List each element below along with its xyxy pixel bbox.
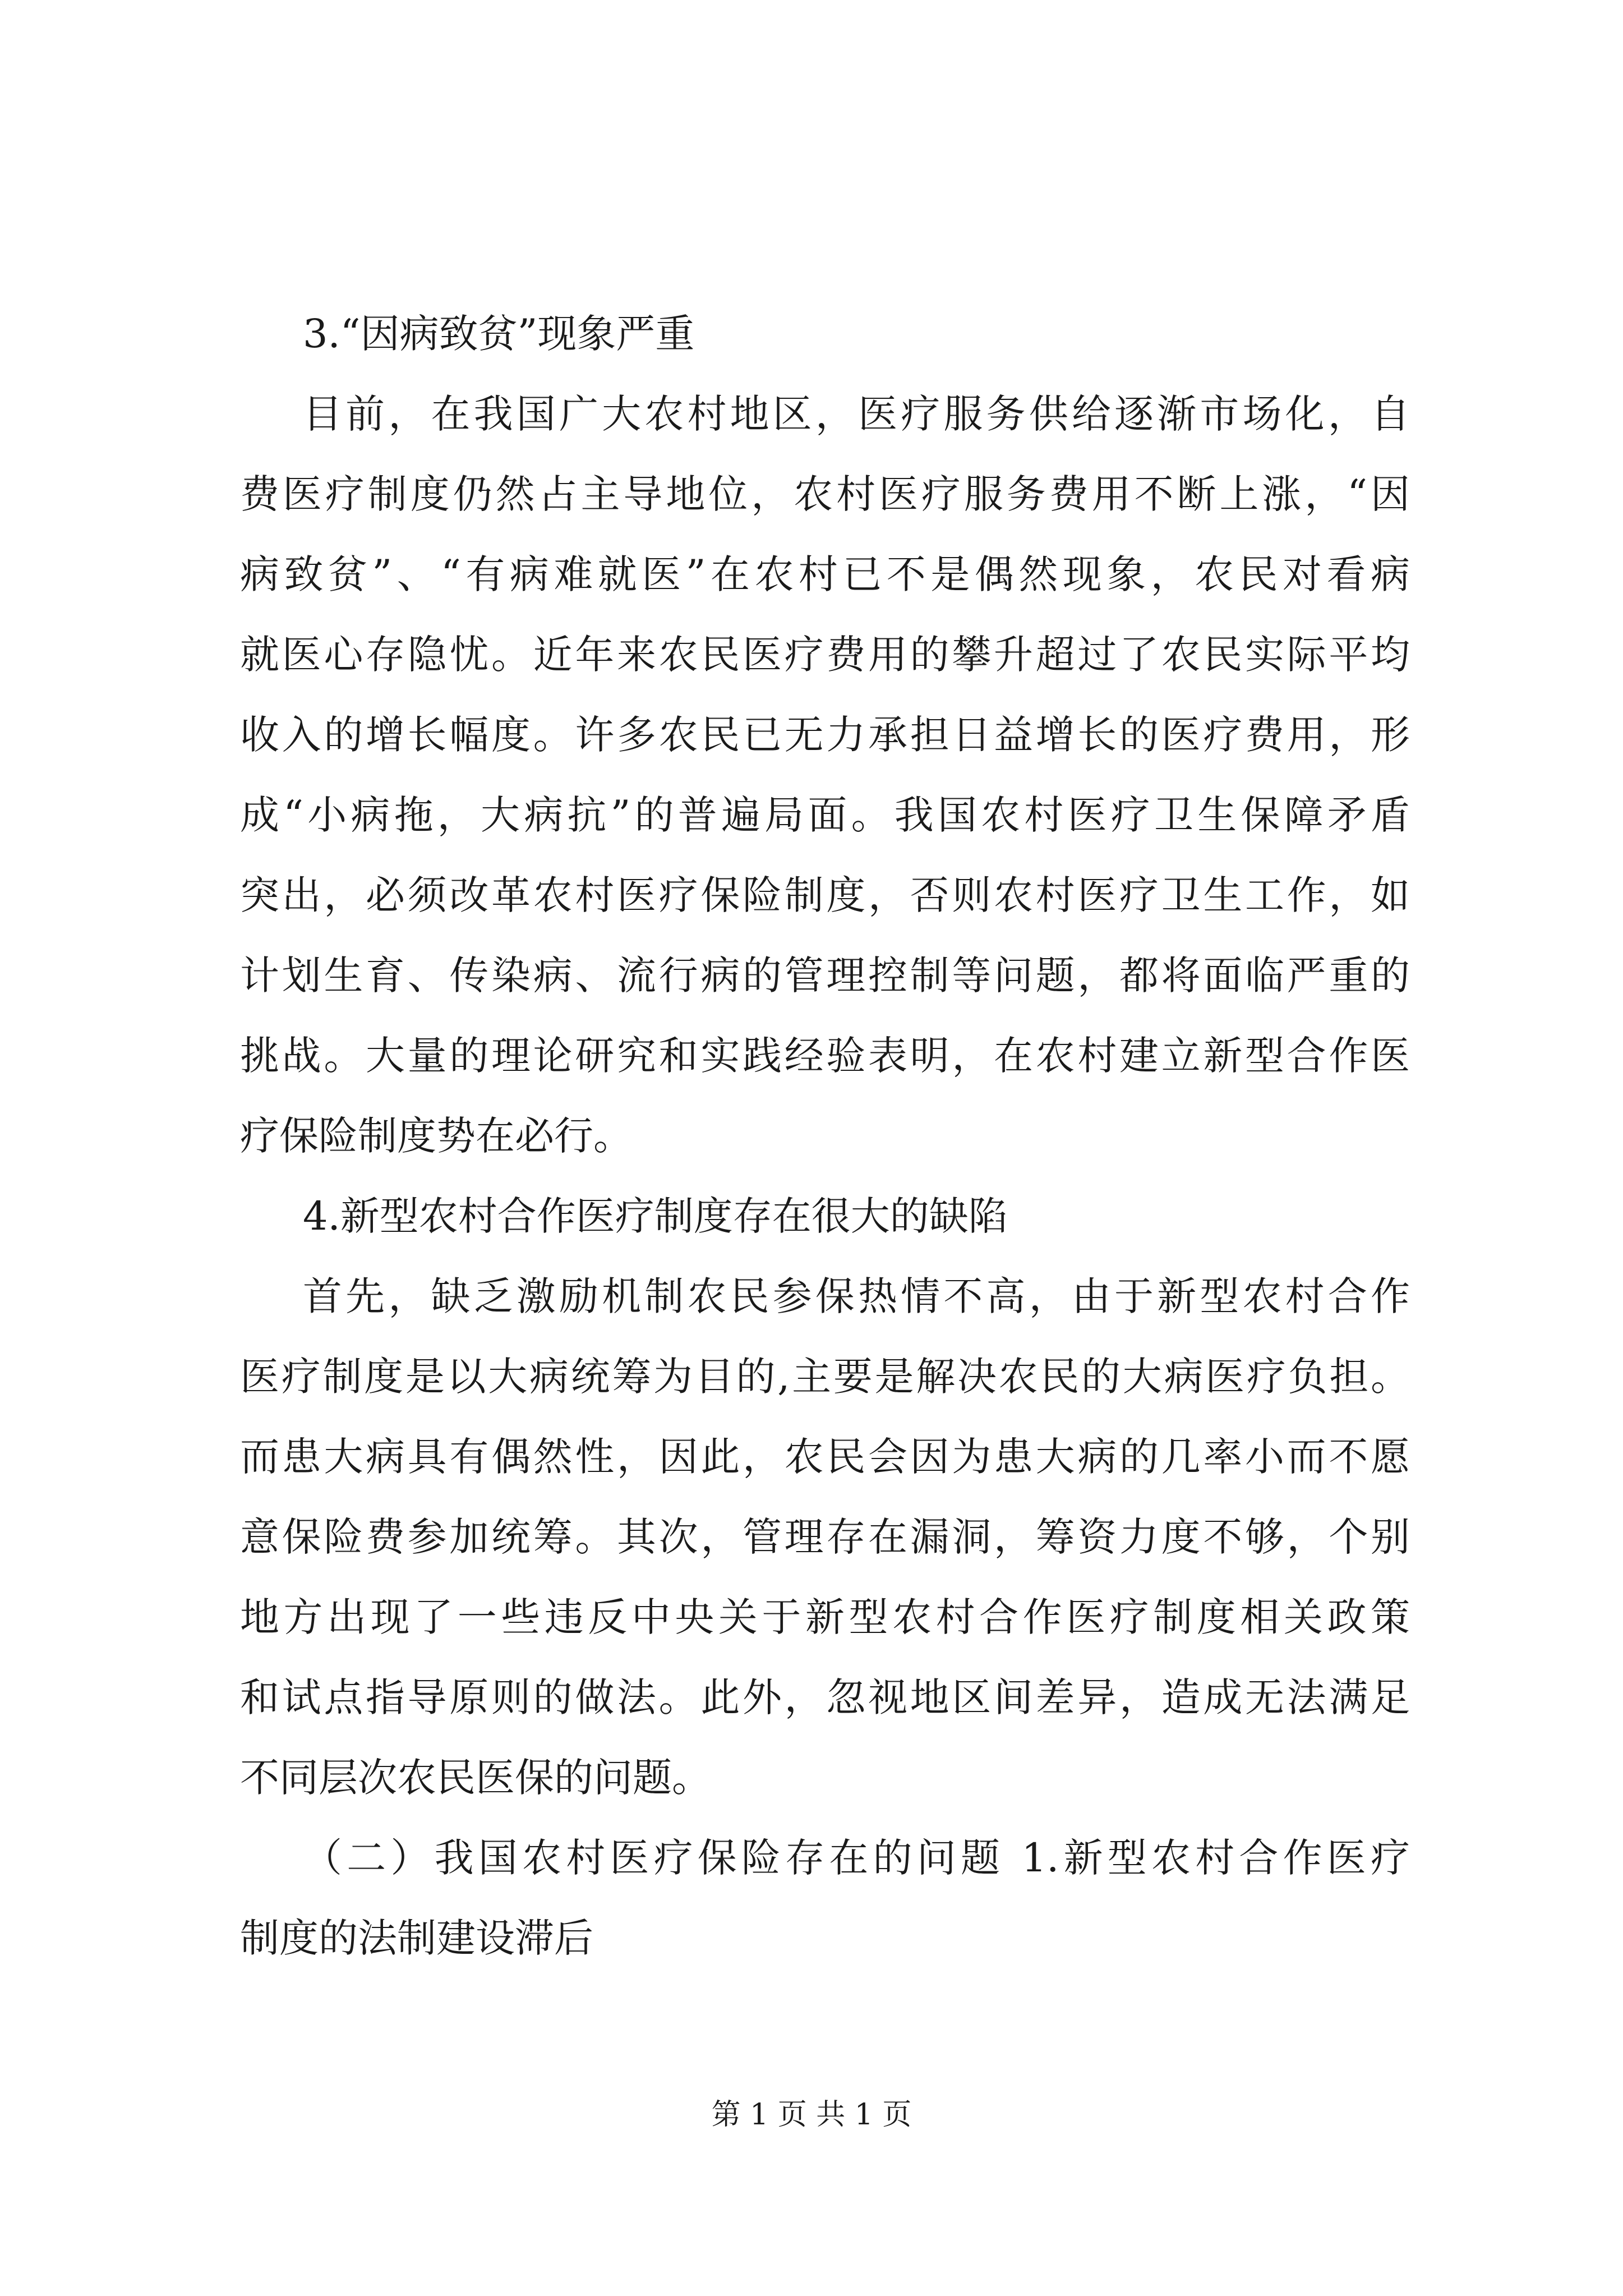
paragraph-line: 疗保险制度势在必行。 — [240, 1113, 633, 1159]
section-heading-continued: 制度的法制建设滞后 — [240, 1915, 593, 1961]
paragraph-line: 费医疗制度仍然占主导地位，农村医疗服务费用不断上涨，“因 — [240, 471, 1410, 517]
paragraph-line: 就医心存隐忧。近年来农民医疗费用的攀升超过了农民实际平均 — [240, 632, 1410, 678]
paragraph-line: 和试点指导原则的做法。此外，忽视地区间差异，造成无法满足 — [240, 1674, 1410, 1720]
paragraph-line: 计划生育、传染病、流行病的管理控制等问题，都将面临严重的 — [240, 953, 1410, 999]
paragraph-line: 目前，在我国广大农村地区，医疗服务供给逐渐市场化，自 — [303, 391, 1410, 437]
paragraph-line: 收入的增长幅度。许多农民已无力承担日益增长的医疗费用，形 — [240, 712, 1410, 758]
heading-3: 3.“因病致贫”现象严重 — [303, 311, 695, 357]
paragraph-line: 挑战。大量的理论研究和实践经验表明，在农村建立新型合作医 — [240, 1033, 1410, 1079]
paragraph-line: 突出，必须改革农村医疗保险制度，否则农村医疗卫生工作，如 — [240, 872, 1410, 918]
paragraph-line: 不同层次农民医保的问题。 — [240, 1755, 711, 1801]
paragraph-line: 意保险费参加统筹。其次，管理存在漏洞，筹资力度不够，个别 — [240, 1514, 1410, 1560]
section-heading: （二）我国农村医疗保险存在的问题 1.新型农村合作医疗 — [303, 1835, 1410, 1881]
page-footer: 第 1 页 共 1 页 — [711, 2098, 912, 2132]
paragraph-line: 首先，缺乏激励机制农民参保热情不高，由于新型农村合作 — [303, 1273, 1410, 1319]
paragraph-line: 成“小病拖，大病抗”的普遍局面。我国农村医疗卫生保障矛盾 — [240, 792, 1410, 838]
paragraph-line: 医疗制度是以大病统筹为目的,主要是解决农民的大病医疗负担。 — [240, 1354, 1410, 1400]
paragraph-line: 病致贫”、“有病难就医”在农村已不是偶然现象，农民对看病 — [240, 551, 1410, 597]
heading-4: 4.新型农村合作医疗制度存在很大的缺陷 — [303, 1193, 1008, 1239]
paragraph-line: 地方出现了一些违反中央关于新型农村合作医疗制度相关政策 — [240, 1594, 1410, 1640]
paragraph-line: 而患大病具有偶然性，因此，农民会因为患大病的几率小而不愿 — [240, 1434, 1410, 1480]
